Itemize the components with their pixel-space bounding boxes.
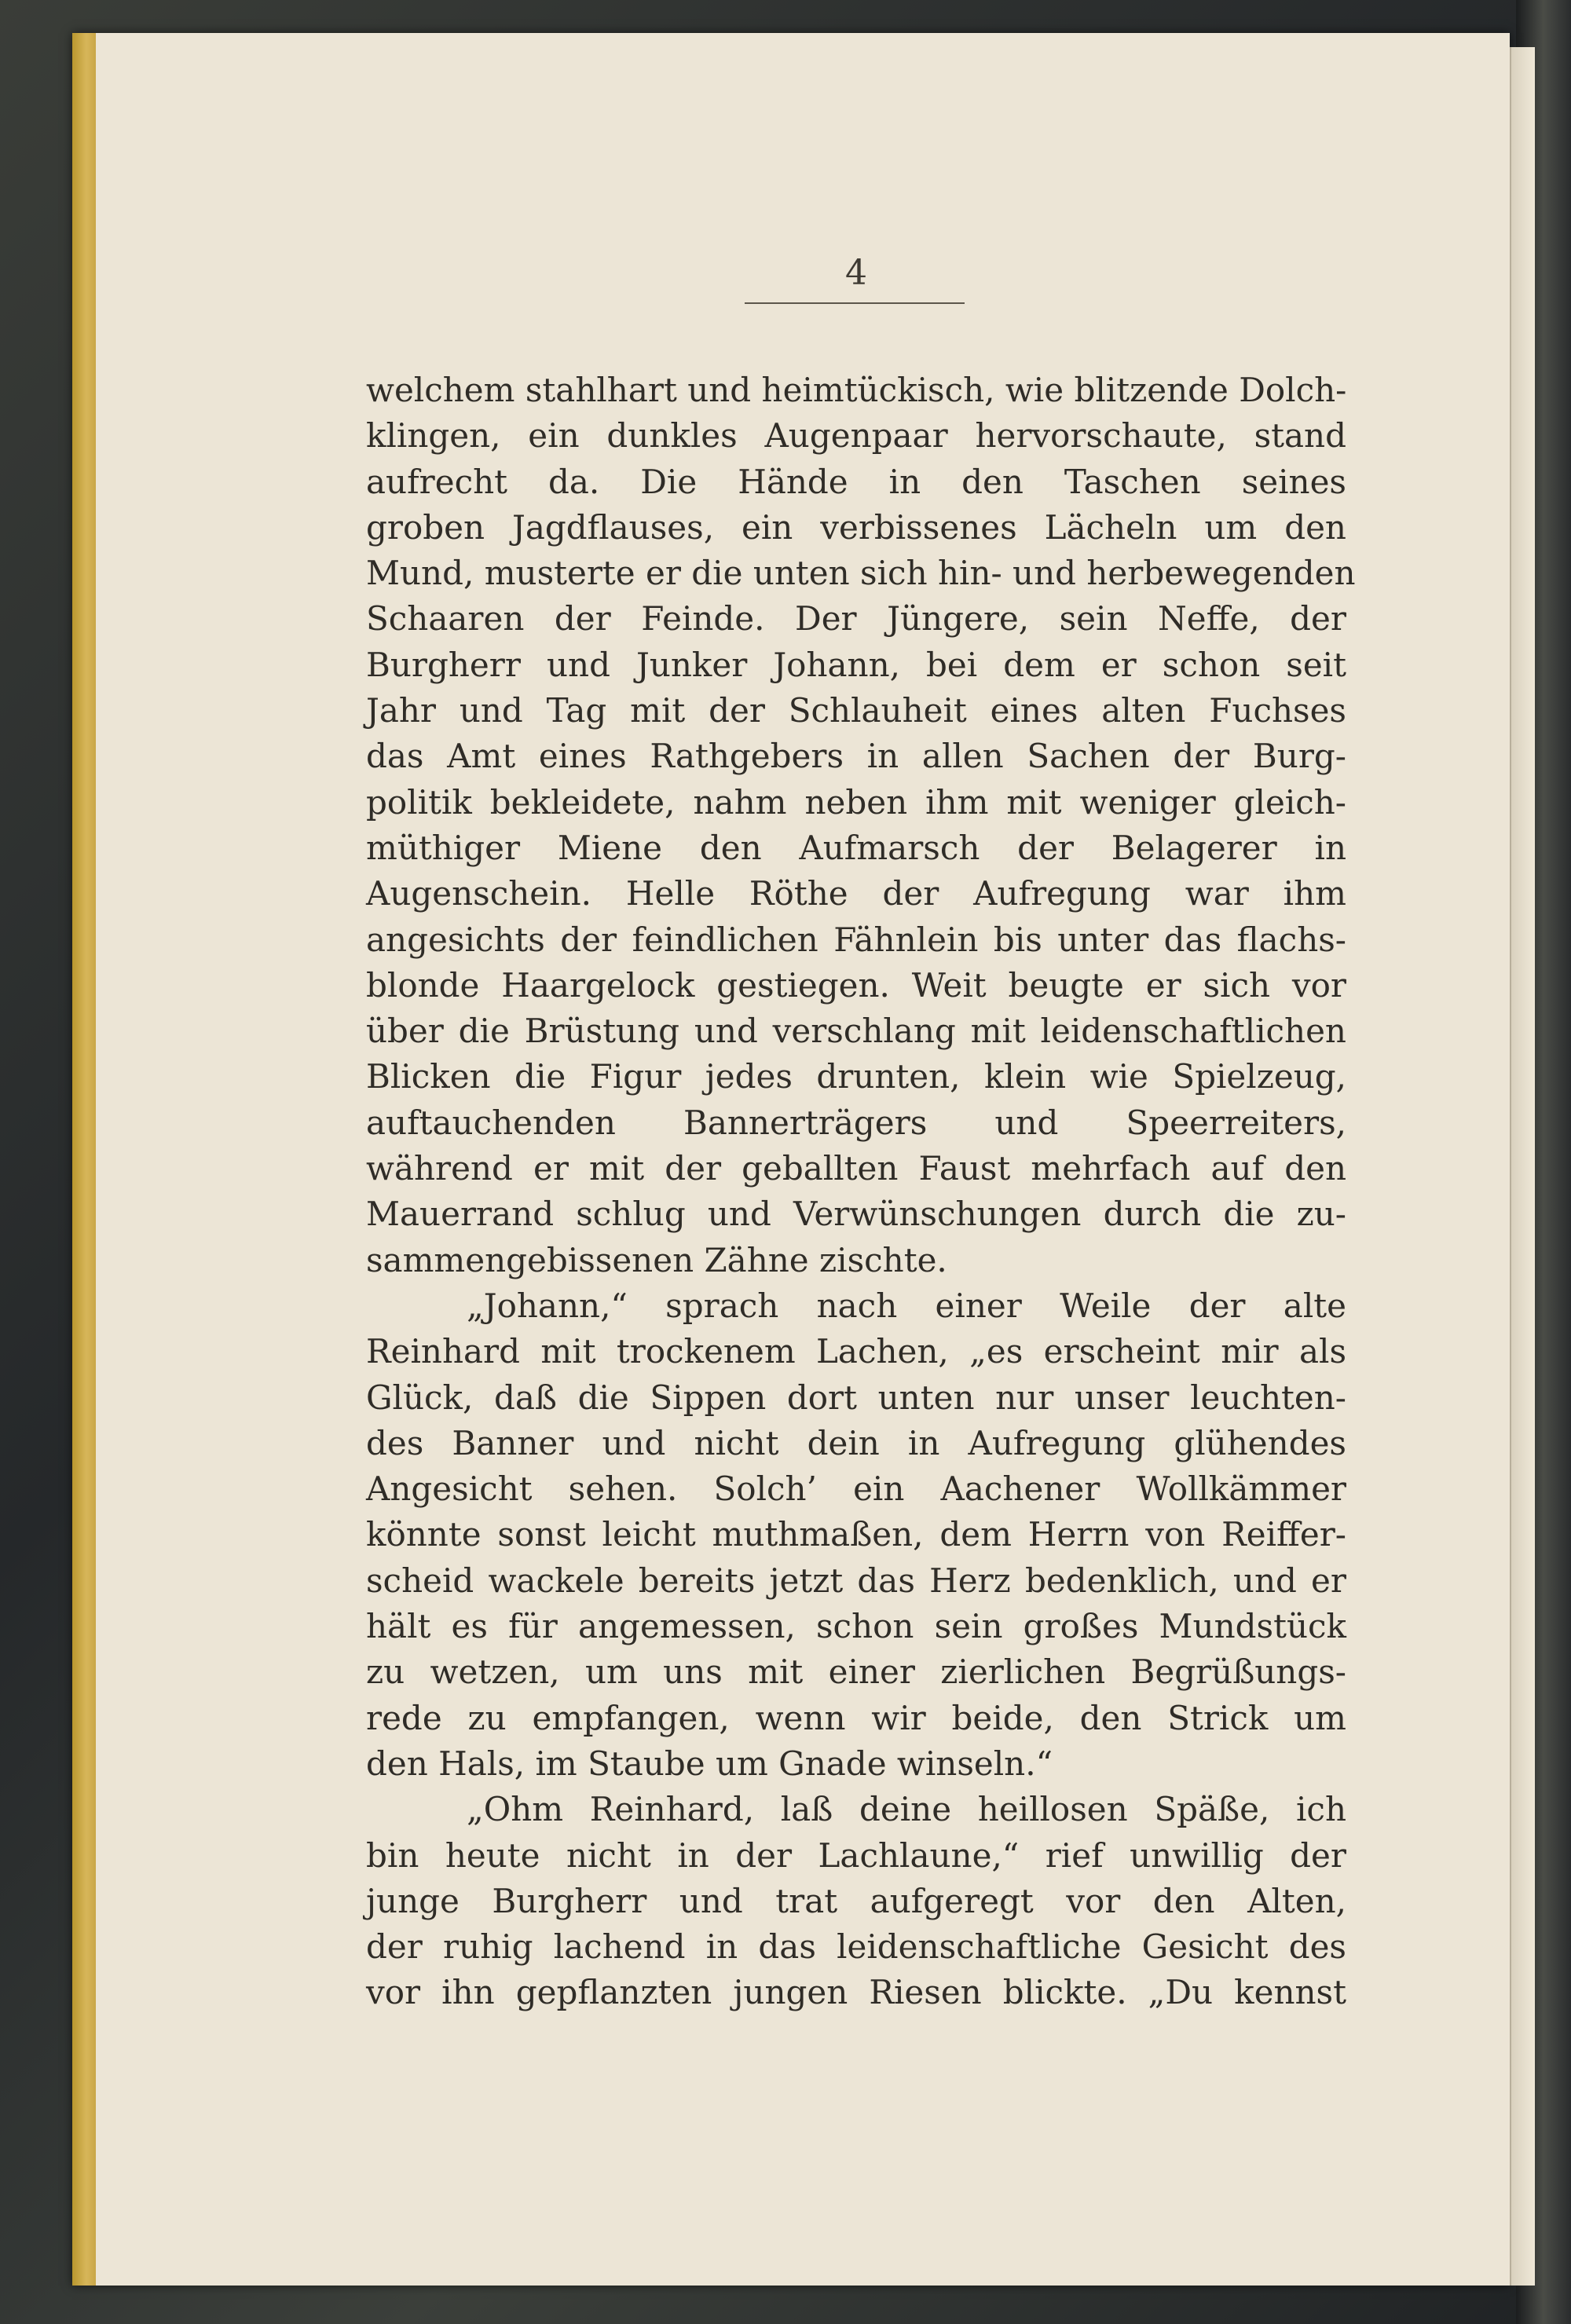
text-line: politik bekleidete, nahm neben ihm mit weniger gleich- [366,782,1346,822]
page-number-rule [745,302,965,304]
text-line: welchem stahlhart und heimtückisch, wie blitzende Dolch- [366,371,1347,409]
text-line: hält es für angemessen, schon sein großes Mundstück [366,1607,1346,1646]
text-line: Schaaren der Feinde. Der Jüngere, sein Neffe, der [366,599,1346,639]
text-line: über die Brüstung und verschlang mit leidenschaftlichen [366,1012,1346,1051]
text-line: auftauchenden Bannerträgers und Speerreiters, [366,1103,1346,1142]
text-line: groben Jagdflauses, ein verbissenes Lächeln um den [366,507,1346,547]
body-text [366,368,1356,2016]
text-line: vor ihn gepflanzten jungen Riesen blickte. „Du kennst [366,1973,1346,2012]
page-number: 4 [845,253,867,293]
text-line: könnte sonst leicht muthmaßen, dem Herrn von Reiffer- [366,1515,1346,1554]
text-line: müthiger Miene den Aufmarsch der Belagerer in [366,828,1346,867]
adjacent-page-edge [1510,47,1535,2286]
text-line: den Hals, im Staube um Gnade winseln.“ [366,1744,1053,1783]
text-line: Mund, musterte er die unten sich hin- und herbewegenden [366,554,1356,593]
text-line: während er mit der geballten Faust mehrfach auf den [366,1149,1346,1188]
text-line: bin heute nicht in der Lachlaune,“ rief unwillig der [366,1835,1346,1875]
text-line: Angesicht sehen. Solch’ ein Aachener Wollkämmer [366,1469,1346,1509]
text-line: Burgherr und Junker Johann, bei dem er schon seit [366,645,1346,684]
text-line: rede zu empfangen, wenn wir beide, den Strick um [366,1698,1346,1737]
text-line: Jahr und Tag mit der Schlauheit eines alten Fuchses [366,691,1346,730]
text-line: angesichts der feindlichen Fähnlein bis unter das flachs- [366,920,1346,959]
page-gutter-strip [72,33,96,2286]
text-line: Augenschein. Helle Röthe der Aufregung war ihm [366,874,1346,913]
text-line: Mauerrand schlug und Verwünschungen durch die zu- [366,1195,1346,1234]
text-line: „Johann,“ sprach nach einer Weile der alte [467,1286,1346,1325]
text-line: scheid wackele bereits jetzt das Herz bedenklich, und er [366,1561,1346,1600]
text-line: Glück, daß die Sippen dort unten nur unser leuchten- [366,1378,1346,1417]
text-line: das Amt eines Rathgebers in allen Sachen der Burg- [366,737,1346,776]
text-line: aufrecht da. Die Hände in den Taschen seines [366,462,1346,501]
text-line: des Banner und nicht dein in Aufregung glühendes [366,1423,1346,1462]
text-line: klingen, ein dunkles Augenpaar hervorschaute, stand [366,416,1346,456]
text-line: Reinhard mit trockenem Lachen, „es erscheint mir als [366,1332,1346,1371]
text-line: der ruhig lachend in das leidenschaftliche Gesicht des [366,1927,1346,1967]
text-line: sammengebissenen Zähne zischte. [366,1240,947,1279]
text-line: zu wetzen, um uns mit einer zierlichen Begrüßungs- [366,1652,1346,1692]
text-line: „Ohm Reinhard, laß deine heillosen Späße, ich [467,1790,1346,1829]
text-line: blonde Haargelock gestiegen. Weit beugte er sich vor [366,965,1346,1005]
text-line: Blicken die Figur jedes drunten, klein wie Spielzeug, [366,1057,1346,1096]
text-line: junge Burgherr und trat aufgeregt vor den Alten, [366,1881,1346,1920]
